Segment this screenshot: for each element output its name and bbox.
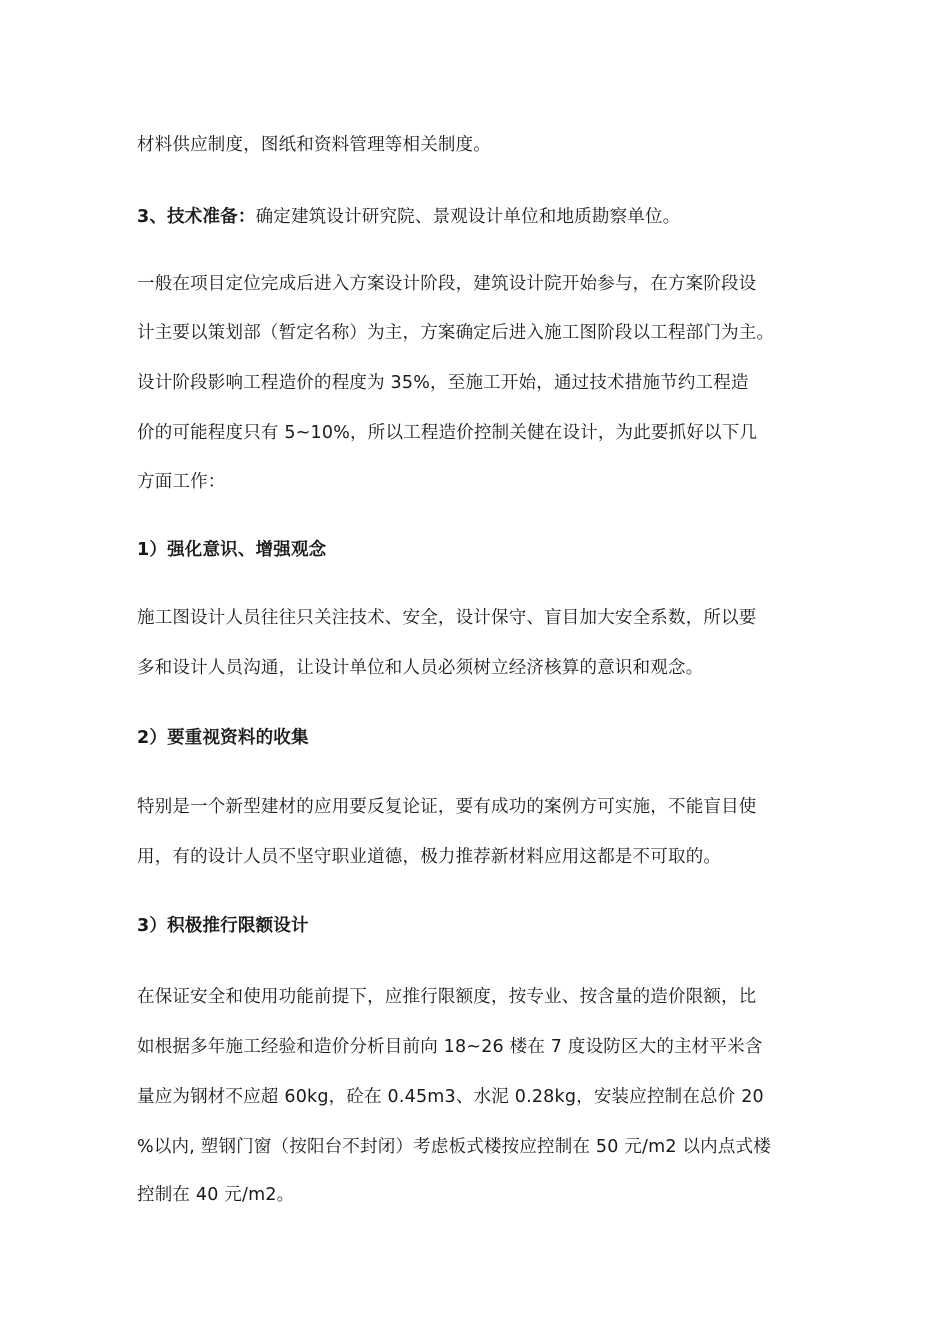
paragraph-line: 如根据多年施工经验和造价分析目前向 18~26 楼在 7 度设防区大的主材平米含 (137, 1037, 763, 1057)
paragraph-line: 在保证安全和使用功能前提下，应推行限额度，按专业、按含量的造价限额，比 (137, 987, 757, 1007)
subheading-1: 1）强化意识、增强观念 (137, 540, 327, 560)
paragraph-line: %以内, 塑钢门窗（按阳台不封闭）考虑板式楼按应控制在 50 元/m2 以内点式楼 (137, 1137, 771, 1157)
paragraph-line: 方面工作： (137, 472, 226, 492)
section-heading-text: 确定建筑设计研究院、景观设计单位和地质勘察单位。 (255, 207, 681, 227)
paragraph-line: 控制在 40 元/m2。 (137, 1185, 295, 1205)
subheading-2: 2）要重视资料的收集 (137, 728, 309, 748)
paragraph-line: 多和设计人员沟通，让设计单位和人员必须树立经济核算的意识和观念。 (137, 658, 704, 678)
paragraph-line: 计主要以策划部（暂定名称）为主，方案确定后进入施工图阶段以工程部门为主。 (137, 323, 775, 343)
paragraph-line: 一般在项目定位完成后进入方案设计阶段，建筑设计院开始参与，在方案阶段设 (137, 274, 757, 294)
section-heading-technical-preparation (137, 205, 680, 229)
paragraph-line: 用，有的设计人员不坚守职业道德，极力推荐新材料应用这都是不可取的。 (137, 847, 722, 867)
subheading-3: 3）积极推行限额设计 (137, 916, 309, 936)
paragraph-line: 量应为钢材不应超 60kg，砼在 0.45m3、水泥 0.28kg，安装应控制在总价 20 (137, 1087, 764, 1107)
paragraph-line: 材料供应制度，图纸和资料管理等相关制度。 (137, 135, 491, 155)
paragraph-line: 特别是一个新型建材的应用要反复论证，要有成功的案例方可实施，不能盲目使 (137, 797, 757, 817)
paragraph-line: 设计阶段影响工程造价的程度为 35%，至施工开始，通过技术措施节约工程造 (137, 373, 749, 393)
paragraph-line: 价的可能程度只有 5~10%，所以工程造价控制关健在设计，为此要抓好以下几 (137, 423, 758, 443)
section-number-label: 3、技术准备： (137, 207, 256, 227)
paragraph-line: 施工图设计人员往往只关注技术、安全，设计保守、盲目加大安全系数，所以要 (137, 608, 757, 628)
